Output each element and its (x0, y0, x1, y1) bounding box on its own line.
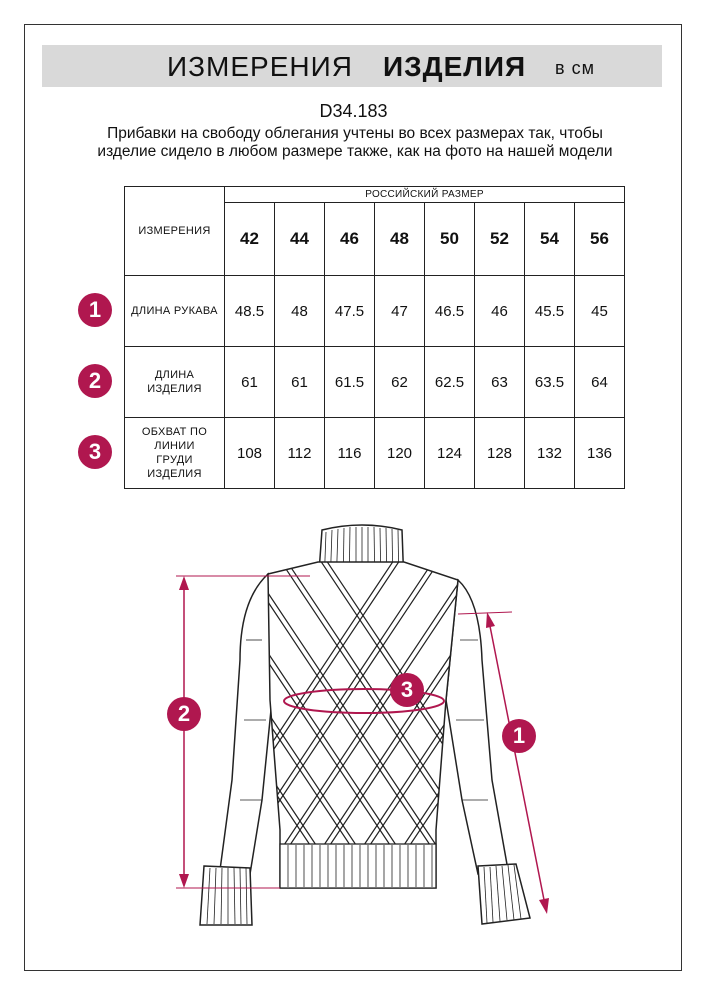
cell-value: 128 (475, 418, 525, 489)
cell-value: 61.5 (325, 347, 375, 418)
header-title-measurements: ИЗМЕРЕНИЯ (167, 51, 353, 82)
size-header: 44 (275, 203, 325, 276)
size-group-label: РОССИЙСКИЙ РАЗМЕР (225, 187, 625, 203)
cell-value: 63.5 (525, 347, 575, 418)
cell-value: 46.5 (425, 276, 475, 347)
size-header: 46 (325, 203, 375, 276)
cell-value: 61 (225, 347, 275, 418)
header-unit: в см (555, 58, 595, 78)
row-label-chest: ОБХВАТ ПО ЛИНИИ ГРУДИ ИЗДЕЛИЯ (125, 418, 225, 489)
fit-note: Прибавки на свободу облегания учтены во всех размерах так, чтобы изделие сидело в любом размере также, как на фото на нашей модели (97, 125, 613, 160)
size-header: 56 (575, 203, 625, 276)
row-label-length: ДЛИНА ИЗДЕЛИЯ (125, 347, 225, 418)
cell-value: 45 (575, 276, 625, 347)
marker-sleeve: 1 (502, 719, 536, 753)
row-number-badge: 2 (78, 364, 112, 398)
cell-value: 45.5 (525, 276, 575, 347)
marker-length: 2 (167, 697, 201, 731)
cell-value: 48 (275, 276, 325, 347)
sweater-diagram (0, 500, 707, 960)
row-label-sleeve: ДЛИНА РУКАВА (125, 276, 225, 347)
row-number-badge: 1 (78, 293, 112, 327)
table-row (125, 276, 625, 347)
size-table (124, 186, 625, 489)
cell-value: 46 (475, 276, 525, 347)
sweater-body (80, 560, 640, 888)
cell-value: 124 (425, 418, 475, 489)
product-code: D34.183 (319, 101, 388, 121)
cell-value: 47 (375, 276, 425, 347)
left-sleeve (200, 574, 272, 925)
cell-value: 47.5 (325, 276, 375, 347)
cell-value: 63 (475, 347, 525, 418)
cell-value: 62.5 (425, 347, 475, 418)
size-header: 54 (525, 203, 575, 276)
marker-chest: 3 (390, 673, 424, 707)
table-row (125, 418, 625, 489)
size-header: 48 (375, 203, 425, 276)
cell-value: 62 (375, 347, 425, 418)
size-header: 42 (225, 203, 275, 276)
corner-label: ИЗМЕРЕНИЯ (125, 187, 225, 276)
size-header: 52 (475, 203, 525, 276)
cell-value: 61 (275, 347, 325, 418)
size-header: 50 (425, 203, 475, 276)
cell-value: 120 (375, 418, 425, 489)
header-title-item: ИЗДЕЛИЯ (383, 51, 527, 82)
table-row (125, 347, 625, 418)
cell-value: 108 (225, 418, 275, 489)
cell-value: 64 (575, 347, 625, 418)
cell-value: 48.5 (225, 276, 275, 347)
cell-value: 132 (525, 418, 575, 489)
row-number-badge: 3 (78, 435, 112, 469)
cell-value: 136 (575, 418, 625, 489)
cell-value: 116 (325, 418, 375, 489)
cell-value: 112 (275, 418, 325, 489)
